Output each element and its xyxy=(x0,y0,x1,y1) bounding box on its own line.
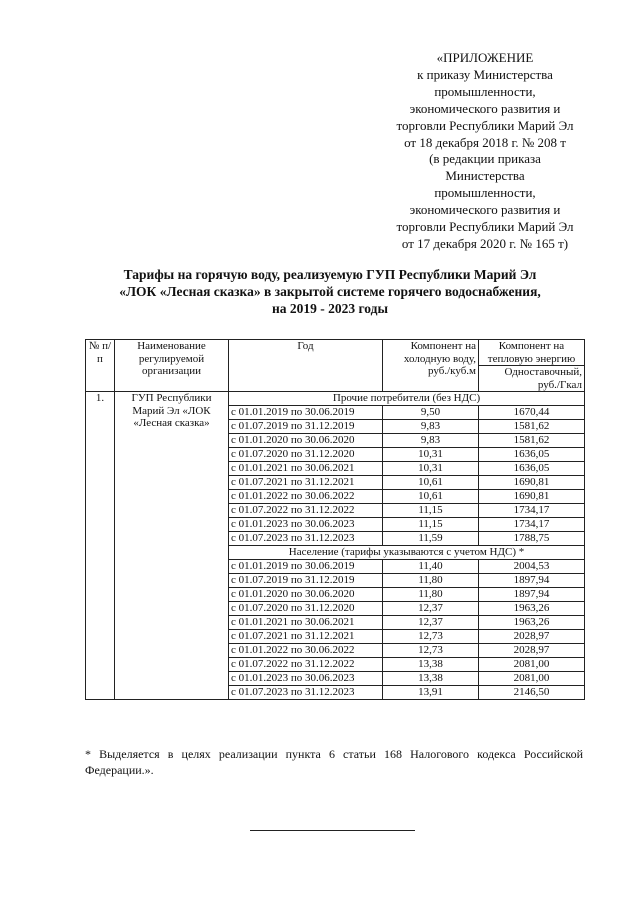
period-cell: с 01.01.2020 по 30.06.2020 xyxy=(229,588,383,602)
period-cell: с 01.01.2022 по 30.06.2022 xyxy=(229,644,383,658)
heat-energy-cell: 2028,97 xyxy=(479,630,585,644)
period-cell: с 01.01.2021 по 30.06.2021 xyxy=(229,462,383,476)
appendix-line: экономического развития и xyxy=(409,202,561,218)
appendix-line: (в редакции приказа xyxy=(429,151,541,167)
period-cell: с 01.07.2020 по 31.12.2020 xyxy=(229,602,383,616)
cold-water-cell: 12,37 xyxy=(383,602,479,616)
heat-energy-cell: 2081,00 xyxy=(479,658,585,672)
appendix-block xyxy=(370,50,600,253)
title-line: «ЛОК «Лесная сказка» в закрытой системе горячего водоснабжения, xyxy=(119,284,541,299)
appendix-line: от 18 декабря 2018 г. № 208 т xyxy=(404,134,566,150)
header-cold: Компонент на холодную воду, руб./куб.м xyxy=(383,340,479,392)
cold-water-cell: 10,61 xyxy=(383,476,479,490)
appendix-line: промышленности, xyxy=(434,83,536,99)
cold-water-cell: 11,80 xyxy=(383,574,479,588)
header-num: № п/п xyxy=(86,340,115,392)
heat-energy-cell: 1897,94 xyxy=(479,574,585,588)
document-title xyxy=(70,266,590,317)
period-cell: с 01.01.2023 по 30.06.2023 xyxy=(229,518,383,532)
heat-energy-cell: 2081,00 xyxy=(479,672,585,686)
appendix-line: к приказу Министерства xyxy=(417,66,553,82)
heat-energy-cell: 1734,17 xyxy=(479,504,585,518)
cold-water-cell: 13,38 xyxy=(383,672,479,686)
cold-water-cell: 12,73 xyxy=(383,644,479,658)
period-cell: с 01.01.2021 по 30.06.2021 xyxy=(229,616,383,630)
cold-water-cell: 13,38 xyxy=(383,658,479,672)
tariff-table xyxy=(85,339,585,700)
group-label: Население (тарифы указываются с учетом НДС) * xyxy=(229,546,585,560)
heat-energy-cell: 1636,05 xyxy=(479,462,585,476)
header-org: Наименование регулируемой организации xyxy=(115,340,229,392)
cold-water-cell: 11,15 xyxy=(383,518,479,532)
header-heat-sub: Одноставочный, руб./Гкал xyxy=(479,366,585,392)
cold-water-cell: 9,50 xyxy=(383,406,479,420)
heat-energy-cell: 1581,62 xyxy=(479,434,585,448)
cold-water-cell: 13,91 xyxy=(383,686,479,700)
cold-water-cell: 12,37 xyxy=(383,616,479,630)
cold-water-cell: 12,73 xyxy=(383,630,479,644)
period-cell: с 01.01.2023 по 30.06.2023 xyxy=(229,672,383,686)
period-cell: с 01.07.2021 по 31.12.2021 xyxy=(229,630,383,644)
period-cell: с 01.07.2023 по 31.12.2023 xyxy=(229,532,383,546)
cold-water-cell: 11,15 xyxy=(383,504,479,518)
header-heat: Компонент на тепловую энергию xyxy=(479,340,585,366)
period-cell: с 01.07.2022 по 31.12.2022 xyxy=(229,658,383,672)
appendix-line: торговли Республики Марий Эл xyxy=(396,117,574,133)
appendix-line: торговли Республики Марий Эл xyxy=(396,219,574,235)
period-cell: с 01.07.2022 по 31.12.2022 xyxy=(229,504,383,518)
heat-energy-cell: 2004,53 xyxy=(479,560,585,574)
cold-water-cell: 10,31 xyxy=(383,448,479,462)
organization-name: ГУП Республики Марий Эл «ЛОК «Лесная сказка» xyxy=(115,392,229,700)
period-cell: с 01.01.2020 по 30.06.2020 xyxy=(229,434,383,448)
group-row xyxy=(86,392,585,406)
heat-energy-cell: 1690,81 xyxy=(479,476,585,490)
period-cell: с 01.07.2023 по 31.12.2023 xyxy=(229,686,383,700)
heat-energy-cell: 2146,50 xyxy=(479,686,585,700)
heat-energy-cell: 1734,17 xyxy=(479,518,585,532)
period-cell: с 01.07.2019 по 31.12.2019 xyxy=(229,574,383,588)
appendix-line: экономического развития и xyxy=(409,100,561,116)
period-cell: с 01.07.2020 по 31.12.2020 xyxy=(229,448,383,462)
appendix-line: «ПРИЛОЖЕНИЕ xyxy=(436,50,534,65)
period-cell: с 01.07.2019 по 31.12.2019 xyxy=(229,420,383,434)
cold-water-cell: 11,59 xyxy=(383,532,479,546)
heat-energy-cell: 1690,81 xyxy=(479,490,585,504)
period-cell: с 01.01.2022 по 30.06.2022 xyxy=(229,490,383,504)
period-cell: с 01.01.2019 по 30.06.2019 xyxy=(229,560,383,574)
heat-energy-cell: 1897,94 xyxy=(479,588,585,602)
period-cell: с 01.01.2019 по 30.06.2019 xyxy=(229,406,383,420)
cold-water-cell: 10,31 xyxy=(383,462,479,476)
cold-water-cell: 9,83 xyxy=(383,420,479,434)
appendix-line: Министерства xyxy=(445,168,525,184)
heat-energy-cell: 1788,75 xyxy=(479,532,585,546)
appendix-line: промышленности, xyxy=(434,185,536,201)
row-number: 1. xyxy=(86,392,115,700)
cold-water-cell: 11,80 xyxy=(383,588,479,602)
period-cell: с 01.07.2021 по 31.12.2021 xyxy=(229,476,383,490)
title-line: Тарифы на горячую воду, реализуемую ГУП Республики Марий Эл xyxy=(123,267,537,282)
heat-energy-cell: 1963,26 xyxy=(479,616,585,630)
heat-energy-cell: 1963,26 xyxy=(479,602,585,616)
cold-water-cell: 10,61 xyxy=(383,490,479,504)
header-year: Год xyxy=(229,340,383,392)
cold-water-cell: 11,40 xyxy=(383,560,479,574)
footnote: * Выделяется в целях реализации пункта 6 статьи 168 Налогового кодекса Российской Федерации.». xyxy=(85,747,583,777)
cold-water-cell: 9,83 xyxy=(383,434,479,448)
heat-energy-cell: 1581,62 xyxy=(479,420,585,434)
heat-energy-cell: 2028,97 xyxy=(479,644,585,658)
title-line: на 2019 - 2023 годы xyxy=(271,301,389,316)
heat-energy-cell: 1636,05 xyxy=(479,448,585,462)
appendix-line: от 17 декабря 2020 г. № 165 т) xyxy=(401,235,569,251)
signature-line xyxy=(250,830,415,831)
group-label: Прочие потребители (без НДС) xyxy=(229,392,585,406)
heat-energy-cell: 1670,44 xyxy=(479,406,585,420)
